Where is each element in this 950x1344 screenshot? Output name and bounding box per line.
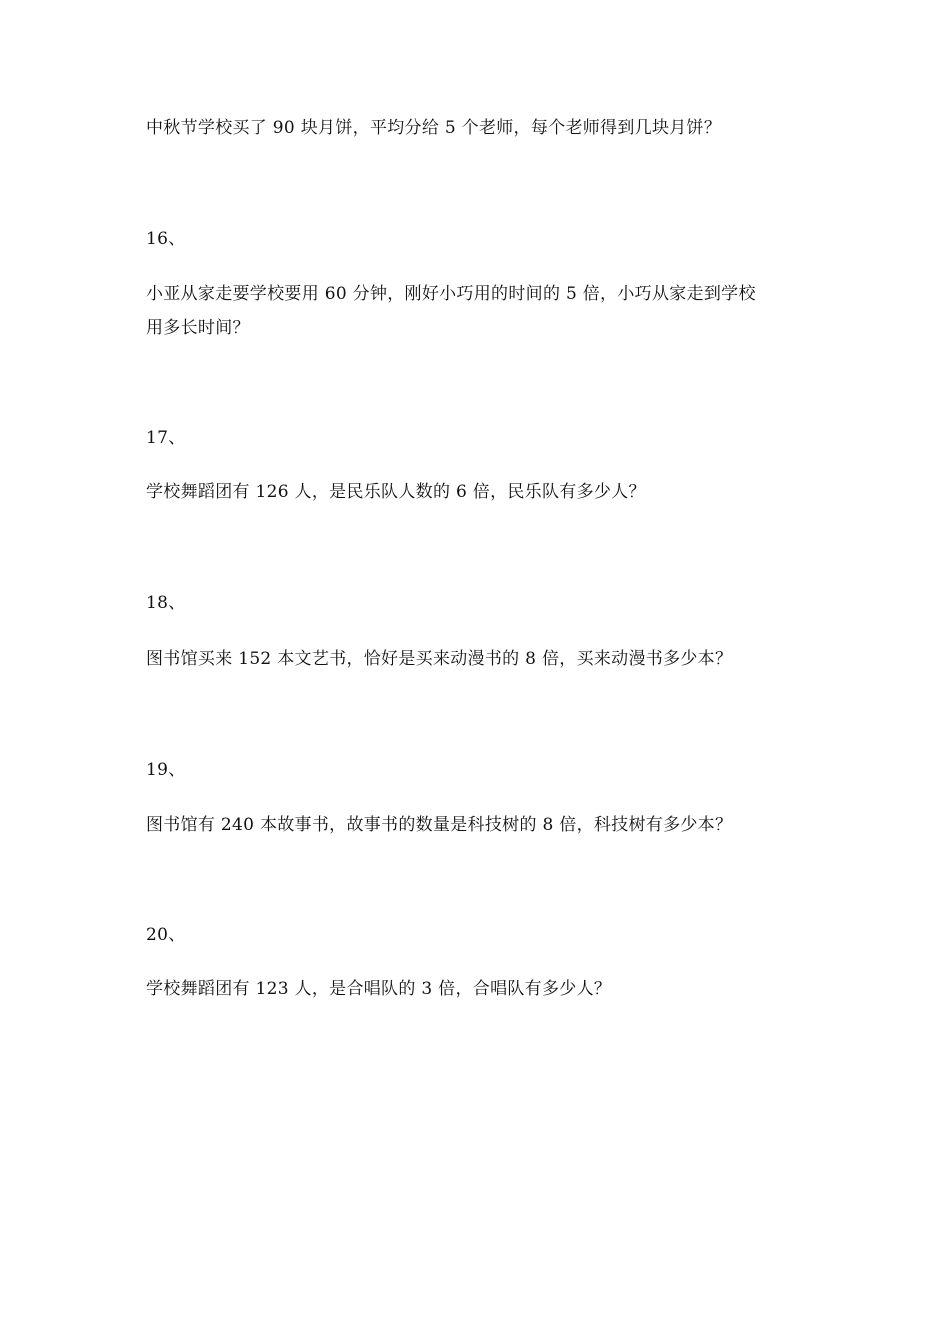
problem-18-text-line-1: 图书馆买来 152 本文艺书，恰好是买来动漫书的 8 倍，买来动漫书多少本？ xyxy=(146,649,733,669)
problem-20-text-line-1: 学校舞蹈团有 123 人，是合唱队的 3 倍，合唱队有多少人？ xyxy=(146,979,612,999)
problem-18-number: 18、 xyxy=(146,593,186,613)
problem-19-number: 19、 xyxy=(146,760,186,780)
problem-20-number: 20、 xyxy=(146,925,186,945)
problem-15-text-line-1: 中秋节学校买了 90 块月饼，平均分给 5 个老师，每个老师得到几块月饼？ xyxy=(146,118,722,138)
problem-17-text-line-1: 学校舞蹈团有 126 人，是民乐队人数的 6 倍，民乐队有多少人？ xyxy=(146,482,646,502)
problem-16-text-line-2: 用多长时间？ xyxy=(146,318,250,338)
problem-16-number: 16、 xyxy=(146,229,186,249)
problem-17-number: 17、 xyxy=(146,428,186,448)
problem-19-text-line-1: 图书馆有 240 本故事书，故事书的数量是科技树的 8 倍，科技树有多少本？ xyxy=(146,815,733,835)
problem-16-text-line-1: 小亚从家走要学校要用 60 分钟，刚好小巧用的时间的 5 倍，小巧从家走到学校 xyxy=(146,284,756,304)
